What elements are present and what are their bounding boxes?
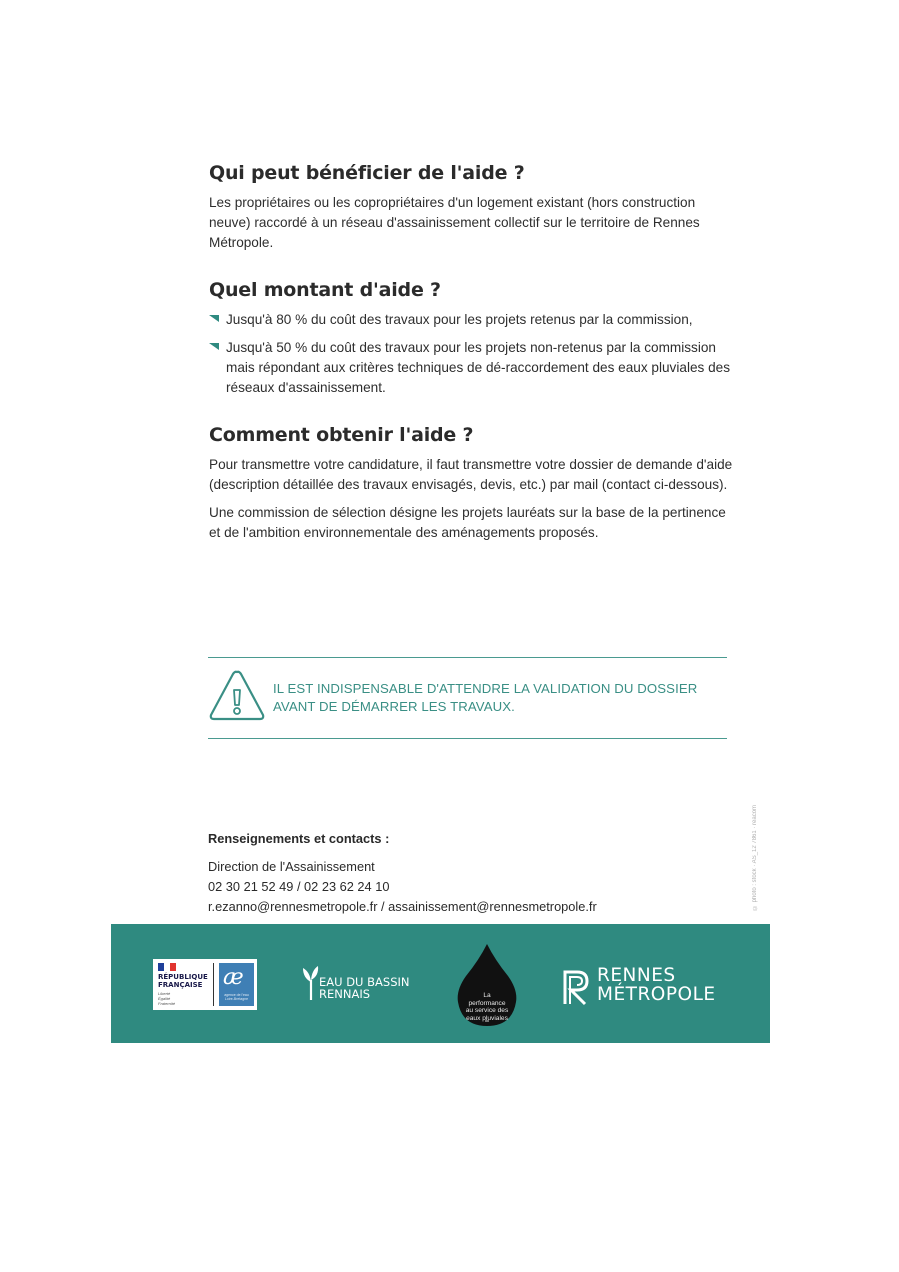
leaf-sprout-icon	[301, 964, 321, 1002]
section-how-to	[209, 424, 734, 543]
contacts-title: Renseignements et contacts :	[208, 831, 390, 846]
rennes-metropole-logo	[561, 966, 741, 1010]
republique-francaise-logo	[153, 959, 257, 1010]
logo-divider	[213, 963, 214, 1006]
list-item-text: Jusqu'à 80 % du coût des travaux pour les projets retenus par la commission,	[226, 312, 693, 327]
section-paragraph: Une commission de sélection désigne les projets lauréats sur la base de la pertinence et de l'ambition environnementale des aménagements proposés.	[209, 505, 726, 540]
warning-line: IL EST INDISPENSABLE D'ATTENDRE LA VALIDATION DU DOSSIER	[273, 681, 698, 696]
list-item	[209, 338, 734, 398]
ae-mark-icon: æ	[223, 965, 244, 990]
contacts-department: Direction de l'Assainissement	[208, 859, 375, 874]
section-eligibility	[209, 162, 734, 253]
rf-motto-line: Liberté	[158, 991, 171, 996]
footer-banner	[111, 924, 770, 1043]
agence-eau-logo	[219, 963, 254, 1006]
ebr-line: RENNAIS	[319, 987, 371, 1001]
section-amount	[209, 279, 734, 398]
contacts-phones: 02 30 21 52 49 / 02 23 62 24 10	[208, 879, 390, 894]
drop-line: performance	[468, 999, 506, 1007]
warning-triangle-icon	[208, 668, 266, 724]
main-content	[209, 162, 734, 569]
photo-credit: © photo : stock · AS_12 7861 · reacom	[752, 804, 758, 910]
drop-line: au service des	[465, 1007, 509, 1014]
rf-motto	[158, 991, 175, 1006]
agency-subtitle: agence de l'eau Loire-Bretagne	[224, 993, 249, 1001]
eau-du-bassin-rennais-logo	[301, 964, 421, 1009]
section-heading: Quel montant d'aide ?	[209, 279, 441, 301]
drop-line: eaux pluviales	[466, 1014, 508, 1022]
contacts-block	[208, 831, 708, 917]
ebr-line: EAU DU BASSIN	[319, 975, 410, 989]
section-paragraph: Pour transmettre votre candidature, il faut transmettre votre dossier de demande d'aide (description détaillée des travaux envisagés, devis, etc.) par mail (contact ci-dessous).	[209, 457, 733, 492]
section-heading: Qui peut bénéficier de l'aide ?	[209, 162, 525, 184]
amount-list	[209, 310, 734, 398]
eaux-pluviales-drop-logo	[454, 942, 520, 1028]
list-item	[209, 310, 734, 330]
rm-line: MÉTROPOLE	[597, 984, 716, 1005]
rf-title-line: RÉPUBLIQUE	[158, 973, 208, 981]
bullet-triangle-icon	[209, 315, 219, 322]
rennes-metropole-text	[597, 966, 716, 1004]
rf-title	[158, 973, 208, 989]
rennes-r-mark-icon	[561, 968, 591, 1006]
rf-title-line: FRANÇAISE	[158, 981, 203, 989]
rm-line: RENNES	[597, 965, 676, 986]
contacts-emails: r.ezanno@rennesmetropole.fr / assainissement@rennesmetropole.fr	[208, 899, 597, 914]
warning-box	[208, 657, 727, 739]
list-item-text: Jusqu'à 50 % du coût des travaux pour les projets non-retenus par la commission mais répondant aux critères techniques de dé-raccordement des eaux pluviales des réseaux d'assainissement.	[226, 340, 731, 395]
drop-line: La	[483, 992, 491, 999]
drop-text	[454, 992, 520, 1022]
rf-motto-line: Fraternité	[158, 1001, 176, 1006]
rf-motto-line: Égalité	[158, 996, 171, 1001]
section-heading: Comment obtenir l'aide ?	[209, 424, 474, 446]
section-paragraph: Les propriétaires ou les copropriétaires d'un logement existant (hors construction neuve) raccordé à un réseau d'assainissement collectif sur le territoire de Rennes Métropole.	[209, 195, 700, 250]
warning-text	[273, 680, 697, 716]
eau-bassin-text	[319, 976, 409, 1000]
warning-line: AVANT DE DÉMARRER LES TRAVAUX.	[273, 699, 515, 714]
french-flag-icon	[158, 963, 176, 971]
bullet-triangle-icon	[209, 343, 219, 350]
